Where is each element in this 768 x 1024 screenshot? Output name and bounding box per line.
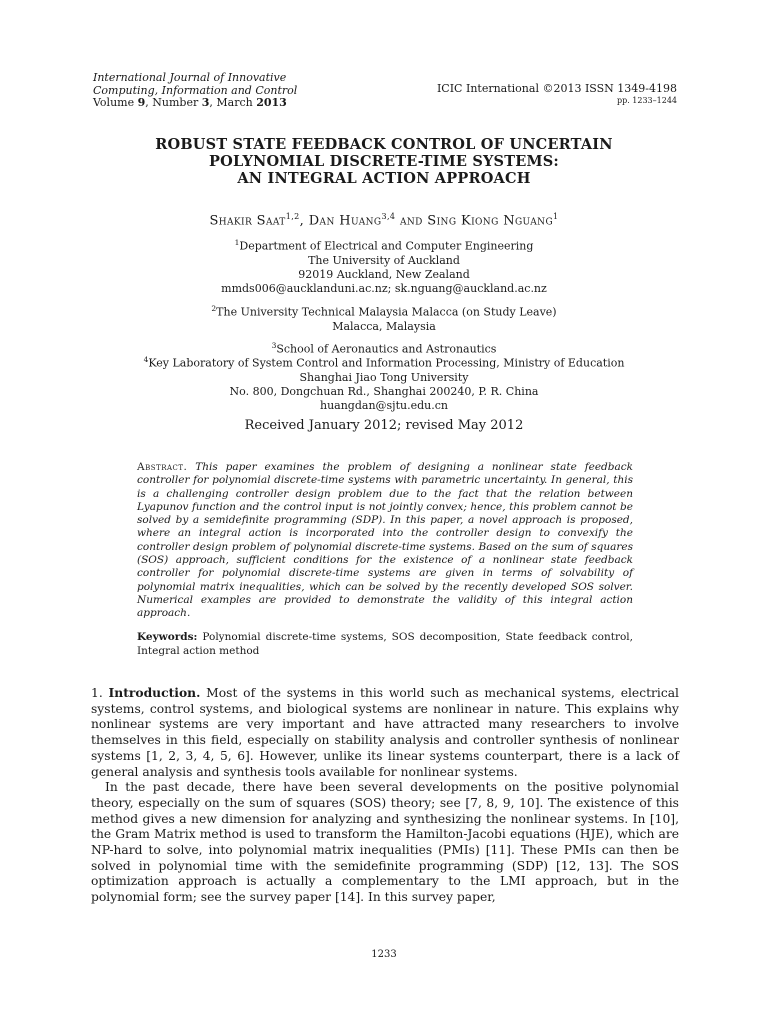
email-line-1: mmds006@aucklanduni.ac.nz; sk.nguang@auckland.ac.nz: [221, 281, 547, 295]
email-line-2: huangdan@sjtu.edu.cn: [320, 398, 448, 412]
abstract-text: This paper examines the problem of designing a nonlinear state feedback controller for polynomial discrete-time systems with parametric uncertainty. In general, this is a challenging controller design problem due to the fact that the relation between Lyapunov function and the control input is not jointly convex; hence, this problem cannot be solved by a semidefinite programming (SDP). In this paper, a novel approach is proposed, where an integral action is incorporated into the controller design to convexify the controller design problem of polynomial discrete-time systems. Based on the sum of squares (SOS) approach, sufficient conditions for the existence of a nonlinear state feedback controller for polynomial discrete-time systems are given in terms of solvability of polynomial matrix inequalities, which can be solved by the recently developed SOS solver. Numerical examples are provided to demonstrate the validity of this integral action approach.: [137, 461, 633, 620]
section-number: 1.: [91, 686, 103, 700]
keywords-label: Keywords:: [137, 631, 198, 643]
publisher-line: ICIC International ©2013 ISSN 1349-4198: [436, 82, 677, 95]
page-range: pp. 1233–1244: [616, 96, 677, 105]
paper-title: ROBUST STATE FEEDBACK CONTROL OF UNCERTAIN POLYNOMIAL DISCRETE-TIME SYSTEMS: AN INTEGRAL ACTION APPROACH: [155, 136, 613, 187]
journal-name-line1: International Journal of Innovative: [93, 71, 287, 84]
author-1: Shakir Saat: [209, 213, 286, 229]
affiliation-3: $^3$School of Aeronautics and Astronautics: [271, 341, 497, 356]
publisher-info: [437, 83, 677, 107]
affiliation-1: $^1$Department of Electrical and Computer Engineering The University of Auckland 92019 Auckland, New Zealand mmds006@aucklanduni.ac.nz; sk.nguang@auckland.ac.nz: [90, 236, 678, 296]
volume-number: 9: [137, 96, 146, 109]
abstract-label: Abstract.: [137, 461, 188, 473]
abstract: [137, 461, 633, 621]
section-introduction: [91, 685, 679, 906]
author-2: Dan Huang: [308, 213, 382, 229]
issue-number: 3: [201, 96, 210, 109]
journal-header: [93, 72, 297, 110]
year: 2013: [256, 96, 287, 109]
affiliation-4: $^4$Key Laboratory of System Control and Information Processing, Ministry of Education Shanghai Jiao Tong University No. 800, Dongchuan Rd., Shanghai 200240, P. R. China huangdan@sjtu.edu.cn: [90, 353, 678, 413]
section-title: Introduction.: [108, 685, 201, 700]
intro-paragraph-1: 1. Introduction. Most of the systems in this world such as mechanical systems, electrical systems, control systems, and biological systems are nonlinear in nature. This explains why nonlinear systems are very important and have attracted many researchers to involve themselves in this field, especially on stability analysis and controller synthesis of nonlinear systems [1, 2, 3, 4, 5, 6]. However, unlike its linear systems counterpart, there is a lack of general analysis and synthesis tools available for nonlinear systems.: [91, 685, 679, 779]
page-number: 1233: [371, 949, 397, 960]
intro-paragraph-2: In the past decade, there have been several developments on the positive polynomial theory, especially on the sum of squares (SOS) theory; see [7, 8, 9, 10]. The existence of this method gives a new dimension for analyzing and synthesizing the nonlinear systems. In [10], the Gram Matrix method is used to transform the Hamilton-Jacobi equations (HJE), which are NP-hard to solve, into polynomial matrix inequalities (PMIs) [11]. These PMIs can then be solved in polynomial time with the semidefinite programming (SDP) [12, 13]. The SOS optimization approach is actually a complementary to the LMI approach, but in the polynomial form; see the survey paper [14]. In this survey paper,: [91, 780, 679, 905]
keywords: [137, 631, 633, 658]
keywords-text: Polynomial discrete-time systems, SOS decomposition, State feedback control, Integral action method: [137, 631, 633, 657]
affiliation-2: $^2$The University Technical Malaysia Malacca (on Study Leave) Malacca, Malaysia: [211, 304, 557, 333]
journal-volume-line: Volume 9, Number 3, March 2013: [93, 96, 287, 109]
journal-name-line2: Computing, Information and Control: [93, 83, 298, 97]
author-3: Sing Kiong Nguang: [427, 213, 554, 229]
received-dates: Received January 2012; revised May 2012: [244, 418, 524, 433]
author-list: Shakir Saat$^{1,2}$, Dan Huang$^{3,4}$ and Sing Kiong Nguang$^1$: [209, 212, 559, 229]
